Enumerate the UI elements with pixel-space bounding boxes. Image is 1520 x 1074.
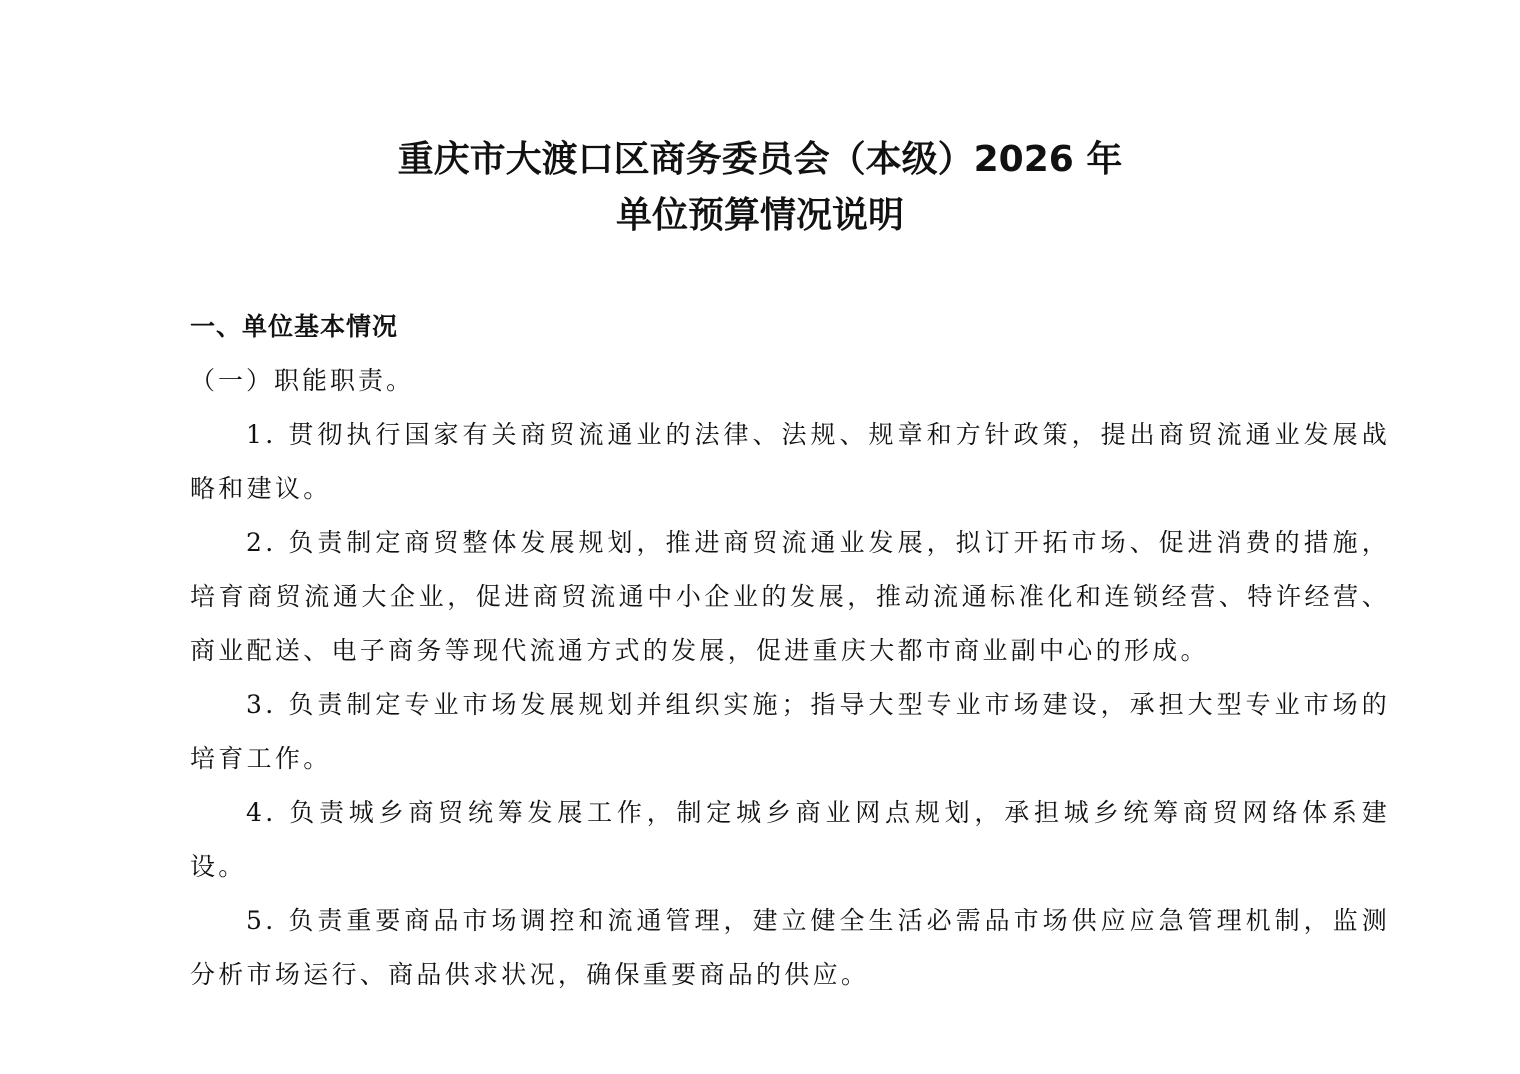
- duty-item-3: 3. 负责制定专业市场发展规划并组织实施；指导大型专业市场建设，承担大型专业市场的培育工作。: [190, 690, 1390, 773]
- duty-item-2: 2. 负责制定商贸整体发展规划，推进商贸流通业发展，拟订开拓市场、促进消费的措施，培育商贸流通大企业，促进商贸流通中小企业的发展，推动流通标准化和连锁经营、特许经营、商业配送、电子商务等现代流通方式的发展，促进重庆大都市商业副中心的形成。: [190, 528, 1390, 665]
- sub-heading: （一）职能职责。: [190, 366, 415, 395]
- document-title: [0, 132, 1520, 244]
- document-body: [190, 300, 1390, 1002]
- duty-item-1: 1. 贯彻执行国家有关商贸流通业的法律、法规、规章和方针政策，提出商贸流通业发展战略和建议。: [190, 420, 1390, 503]
- title-line-1: 重庆市大渡口区商务委员会（本级）2026 年: [397, 139, 1123, 180]
- title-line-2: 单位预算情况说明: [615, 195, 904, 236]
- duty-item-4: 4. 负责城乡商贸统筹发展工作，制定城乡商业网点规划，承担城乡统筹商贸网络体系建设。: [190, 798, 1390, 881]
- section-heading: 一、单位基本情况: [190, 312, 399, 341]
- duty-item-5: 5. 负责重要商品市场调控和流通管理，建立健全生活必需品市场供应应急管理机制，监测分析市场运行、商品供求状况，确保重要商品的供应。: [190, 906, 1390, 989]
